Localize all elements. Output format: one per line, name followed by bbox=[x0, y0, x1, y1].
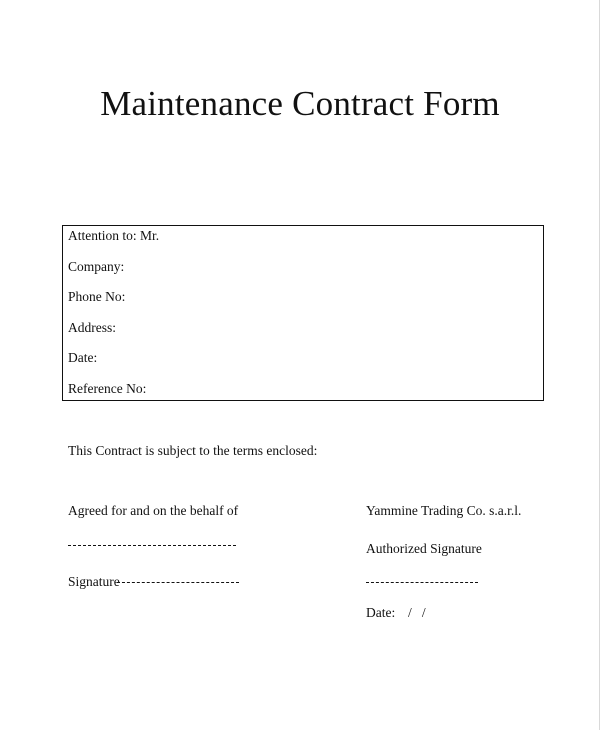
signature-line bbox=[117, 582, 239, 583]
company-name: Yammine Trading Co. s.a.r.l. bbox=[366, 503, 522, 518]
date-field-label: Date: bbox=[68, 350, 98, 365]
company-field-label: Company: bbox=[68, 259, 125, 274]
party-name-line bbox=[68, 545, 236, 546]
phone-field-label: Phone No: bbox=[68, 289, 126, 304]
authorized-signature-line bbox=[366, 582, 478, 583]
signature-label: Signature bbox=[68, 574, 120, 589]
attention-field-label: Attention to: Mr. bbox=[68, 228, 160, 243]
recipient-info-box bbox=[62, 225, 544, 401]
agreed-on-behalf-text: Agreed for and on the behalf of bbox=[68, 503, 239, 518]
reference-field-label: Reference No: bbox=[68, 381, 147, 396]
address-field-label: Address: bbox=[68, 320, 116, 335]
signing-date-label: Date: bbox=[366, 605, 396, 620]
terms-statement: This Contract is subject to the terms enclosed: bbox=[68, 443, 318, 458]
document-title: Maintenance Contract Form bbox=[100, 84, 500, 123]
authorized-signature-label: Authorized Signature bbox=[366, 541, 482, 556]
signing-date-value: / / bbox=[408, 605, 426, 620]
